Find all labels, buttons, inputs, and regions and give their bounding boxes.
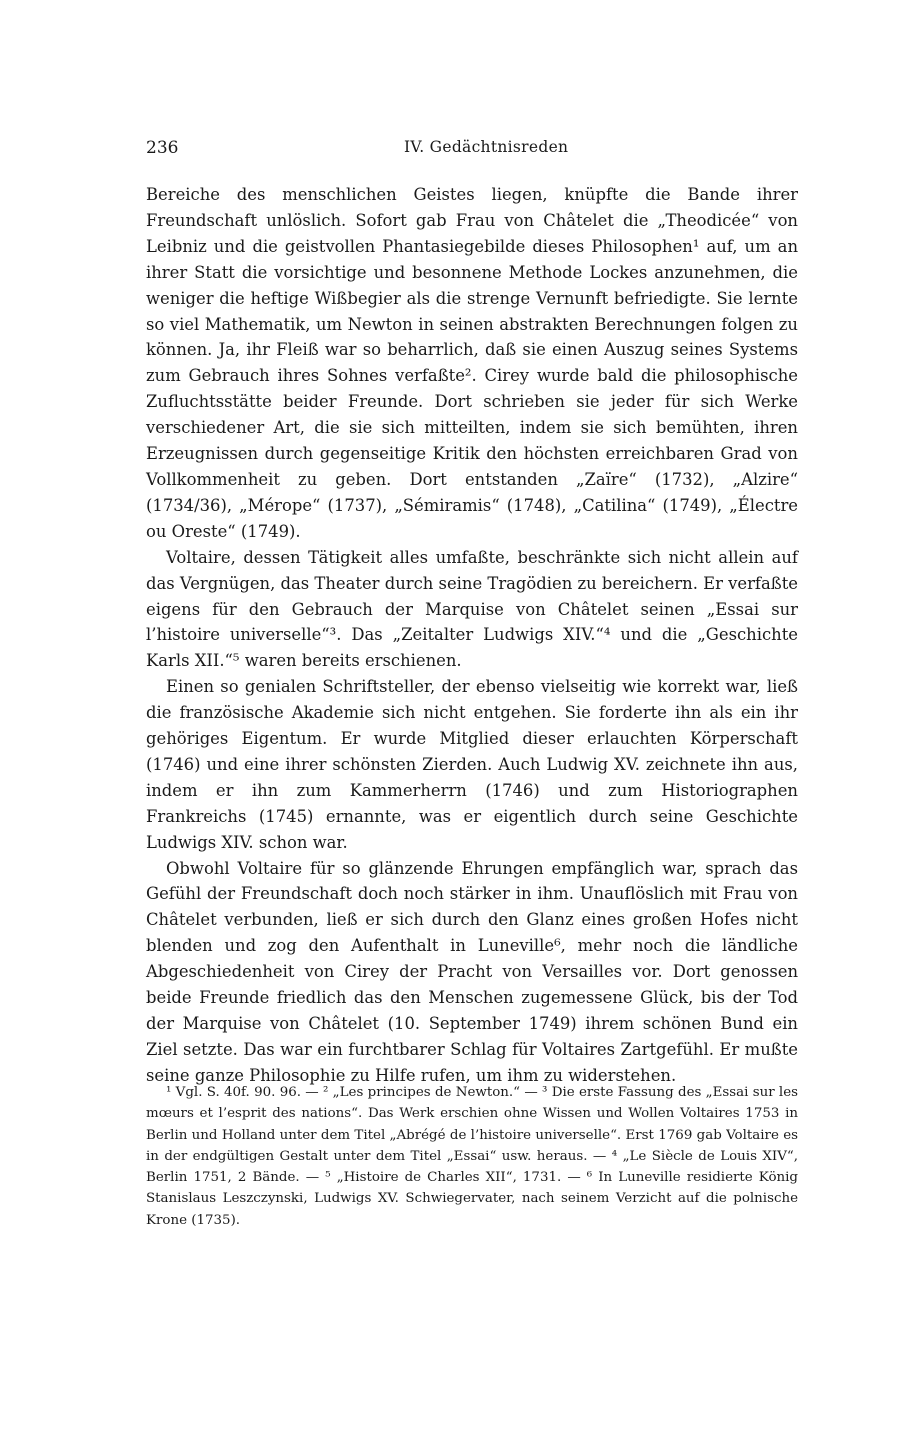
paragraph-3: Einen so genialen Schriftsteller, der ebenso vielseitig wie korrekt war, ließ die französische Akademie sich nicht entgehen. Sie forderte ihn als ein ihr gehöriges Eigentum. Er wurde Mitglied dieser erlauchten Körperschaft (1746) und eine ihrer schönsten Zierden. Auch Ludwig XV. zeichnete ihn aus, indem er ihn zum Kammerherrn (1746) und zum Historiographen Frankreichs (1745) ernannte, was er eigentlich durch seine Geschichte Ludwigs XIV. schon war.: [146, 677, 798, 852]
paragraph-1: Bereiche des menschlichen Geistes liegen, knüpfte die Bande ihrer Freundschaft unlöslich. Sofort gab Frau von Châtelet die „Theodicée“ von Leibniz und die geistvollen Phantasiegebilde dieses Philosophen¹ auf, um an ihrer Statt die vorsichtige und besonnene Methode Lockes anzunehmen, die weniger die heftige Wißbegier als die strenge Vernunft befriedigte. Sie lernte so viel Mathematik, um Newton in seinen abstrakten Berechnungen folgen zu können. Ja, ihr Fleiß war so beharrlich, daß sie einen Auszug seines Systems zum Gebrauch ihres Sohnes verfaßte². Cirey wurde bald die philosophische Zufluchtsstätte beider Freunde. Dort schrieben sie jeder für sich Werke verschiedener Art, die sie sich mitteilten, indem sie sich bemühten, ihren Erzeugnissen durch gegenseitige Kritik den höchsten erreichbaren Grad von Vollkommenheit zu geben. Dort entstanden „Zaïre“ (1732), „Alzire“ (1734/36), „Mérope“ (1737), „Sémiramis“ (1748), „Catilina“ (1749), „Électre ou Oreste“ (1749).: [146, 185, 798, 541]
page-header: [146, 138, 798, 166]
footnotes: [146, 1082, 798, 1231]
body-text: [146, 182, 798, 1089]
running-title: IV. Gedächtnisreden: [404, 138, 569, 156]
footnote-text: ¹ Vgl. S. 40f. 90. 96. — ² „Les principes de Newton.“ — ³ Die erste Fassung des „Essai sur les mœurs et l’esprit des nations“. Das Werk erschien ohne Wissen und Wollen Voltaires 1753 in Berlin und Holland unter dem Titel „Abrégé de l’histoire universelle“. Erst 1769 gab Voltaire es in der endgültigen Gestalt unter dem Titel „Essai“ usw. heraus. — ⁴ „Le Siècle de Louis XIV“, Berlin 1751, 2 Bände. — ⁵ „Histoire de Charles XII“, 1731. — ⁶ In Luneville residierte König Stanislaus Leszczynski, Ludwigs XV. Schwiegervater, nach seinem Verzicht auf die polnische Krone (1735).: [146, 1085, 798, 1228]
paragraph-4: Obwohl Voltaire für so glänzende Ehrungen empfänglich war, sprach das Gefühl der Freundschaft doch noch stärker in ihm. Unauflöslich mit Frau von Châtelet verbunden, ließ er sich durch den Glanz eines großen Hofes nicht blenden und zog den Aufenthalt in Luneville⁶, mehr noch die ländliche Abgeschiedenheit von Cirey der Pracht von Versailles vor. Dort genossen beide Freunde friedlich das den Menschen zugemessene Glück, bis der Tod der Marquise von Châtelet (10. September 1749) ihrem schönen Bund ein Ziel setzte. Das war ein furchtbarer Schlag für Voltaires Zartgefühl. Er mußte seine ganze Philosophie zu Hilfe rufen, um ihm zu widerstehen.: [146, 858, 798, 1085]
paragraph-2: Voltaire, dessen Tätigkeit alles umfaßte, beschränkte sich nicht allein auf das Vergnügen, das Theater durch seine Tragödien zu bereichern. Er verfaßte eigens für den Gebrauch der Marquise von Châtelet seinen „Essai sur l’histoire universelle“³. Das „Zeitalter Ludwigs XIV.“⁴ und die „Geschichte Karls XII.“⁵ waren bereits erschienen.: [146, 547, 798, 671]
page-number: 236: [146, 138, 179, 158]
